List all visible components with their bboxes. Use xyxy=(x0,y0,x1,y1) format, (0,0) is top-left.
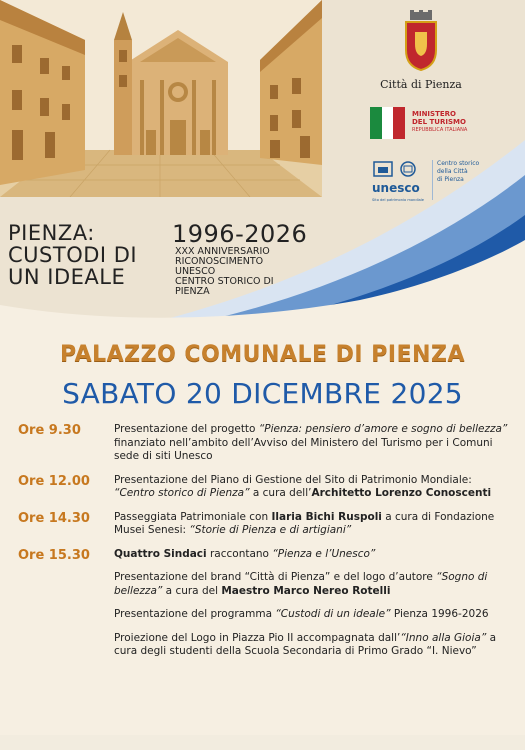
program-description: Presentazione del programma “Custodi di un ideale” Pienza 1996-2026 xyxy=(114,608,489,620)
program-description: Passeggiata Patrimoniale con Ilaria Bichi Ruspoli a cura di Fondazione Musei Senesi: “Storie di Pienza e di artigiani” xyxy=(114,510,495,536)
unesco-logo xyxy=(370,160,480,204)
program-item xyxy=(18,571,513,598)
program-list xyxy=(18,423,513,669)
unesco-side-text: Centro storico della Città di Pienza xyxy=(432,160,487,200)
program-time: Ore 12.00 xyxy=(18,473,90,489)
program-description: Presentazione del brand “Città di Pienza” e del logo d’autore “Sogno di bellezza” a cura del Maestro Marco Nereo Rotelli xyxy=(114,571,488,597)
program-description: Proiezione del Logo in Piazza Pio II accompagnata dall’“Inno alla Gioia” a cura degli studenti della Scuola Secondaria di Primo Grado “I. Nievo” xyxy=(114,631,497,657)
header-area xyxy=(0,0,525,330)
footer-band xyxy=(0,735,525,750)
program-time: Ore 15.30 xyxy=(18,547,90,563)
anniversary-text: XXX ANNIVERSARIO RICONOSCIMENTO UNESCO CENTRO STORICO DI PIENZA xyxy=(175,246,274,297)
program-time: Ore 9.30 xyxy=(18,423,81,438)
program-item xyxy=(18,474,513,501)
city-label: Città di Pienza xyxy=(380,78,462,91)
ministry-text: MINISTERO DEL TURISMO REPUBBLICA ITALIANA xyxy=(412,110,468,133)
program-item xyxy=(18,511,513,538)
unesco-temple-icon xyxy=(370,160,430,204)
program-item xyxy=(18,632,513,659)
program-time: Ore 14.30 xyxy=(18,510,90,526)
venue-heading: PALAZZO COMUNALE DI PIENZA xyxy=(59,342,466,367)
city-crest-icon xyxy=(400,10,442,72)
program-description: Presentazione del progetto “Pienza: pensiero d’amore e sogno di bellezza” finanziato nell’ambito dell’Avviso del Ministero del Turismo per i Comuni sede di siti Unesco xyxy=(114,423,508,462)
program-item xyxy=(18,608,513,622)
program-description: Presentazione del Piano di Gestione del Sito di Patrimonio Mondiale: “Centro storico di Pienza” a cura dell’Architetto Lorenzo Conoscenti xyxy=(114,473,492,499)
unesco-wordmark: unesco xyxy=(372,181,420,195)
program-description: Quattro Sindaci raccontano “Pienza e l’Unesco” xyxy=(114,547,376,560)
date-heading: SABATO 20 DICEMBRE 2025 xyxy=(62,377,463,410)
unesco-sub: Sito del patrimonio mondiale xyxy=(372,198,425,202)
program-item xyxy=(18,548,513,562)
ministry-logo xyxy=(370,107,490,139)
main-title: PIENZA: CUSTODI DI UN IDEALE xyxy=(8,221,138,289)
years-label: 1996-2026 xyxy=(172,220,308,248)
italian-flag-icon xyxy=(370,107,405,139)
program-item xyxy=(18,423,513,464)
